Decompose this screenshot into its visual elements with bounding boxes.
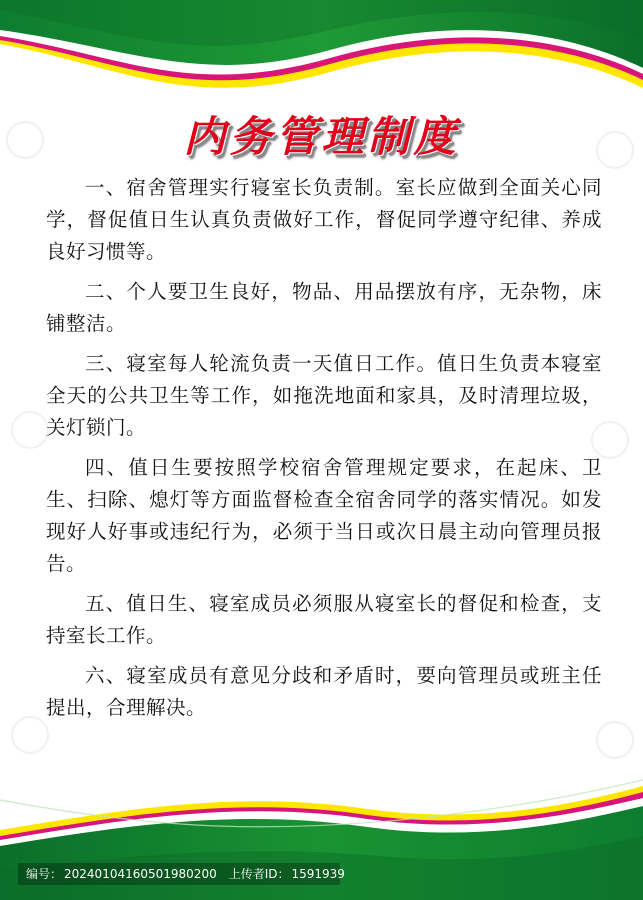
id-value: 20240104160501980200 xyxy=(64,867,217,881)
rule-paragraph-3: 三、寝室每人轮流负责一天值日工作。值日生负责本寝室全天的公共卫生等工作，如拖洗地面和家具，及时清理垃圾，关灯锁门。 xyxy=(46,352,602,439)
rule-paragraph-4: 四、值日生要按照学校宿舍管理规定要求，在起床、卫生、扫除、熄灯等方面监督检查全宿舍同学的落实情况。如发现好人好事或违纪行为，必须于当日或次日晨主动向管理员报告。 xyxy=(46,456,602,575)
rule-paragraph-2: 二、个人要卫生良好，物品、用品摆放有序，无杂物，床铺整洁。 xyxy=(46,280,602,335)
rule-paragraph-6: 六、寝室成员有意见分歧和矛盾时，要向管理员或班主任提出，合理解决。 xyxy=(46,664,602,719)
rules-body xyxy=(46,172,602,732)
footer-text xyxy=(26,863,347,885)
uploader-label: 上传者ID： xyxy=(228,867,290,881)
footer-info-bar xyxy=(0,862,643,886)
uploader-value: 1591939 xyxy=(291,867,345,881)
rule-paragraph-1: 一、宿舍管理实行寝室长负责制。室长应做到全面关心同学，督促值日生认真负责做好工作，督促同学遵守纪律、养成良好习惯等。 xyxy=(46,176,602,263)
rule-paragraph-5: 五、值日生、寝室成员必须服从寝室长的督促和检查，支持室长工作。 xyxy=(46,592,602,647)
id-label: 编号： xyxy=(26,867,63,881)
page-title: 内务管理制度 xyxy=(183,112,460,161)
